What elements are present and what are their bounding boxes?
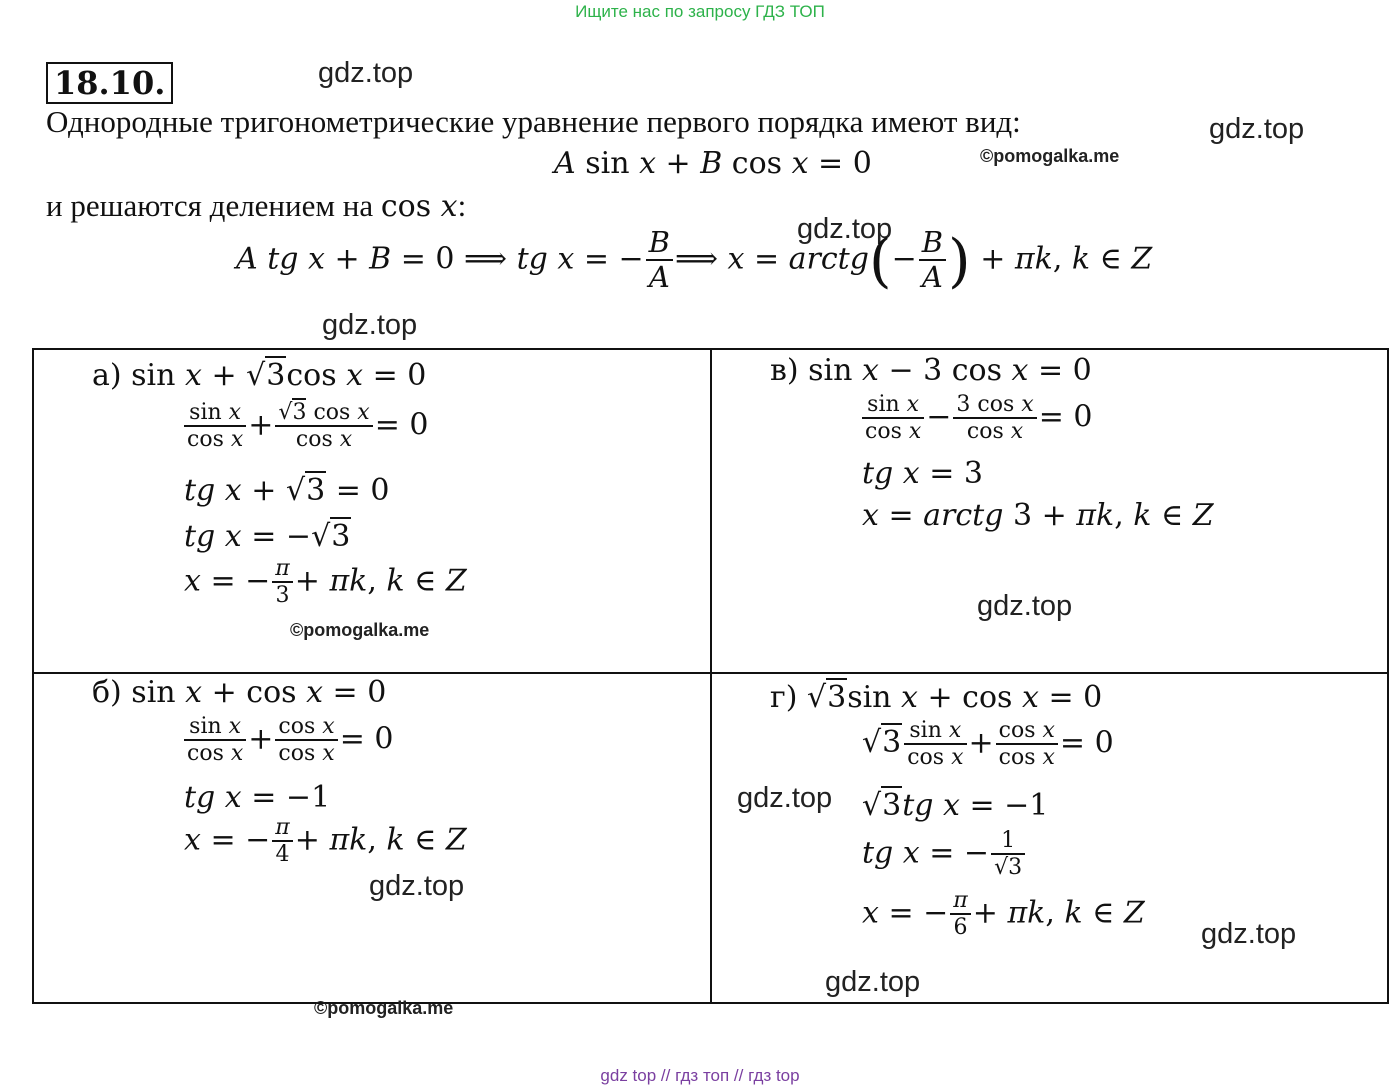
watermark-pomogalka: ©pomogalka.me (314, 998, 454, 1018)
watermark-gdz: gdz.top (318, 57, 414, 89)
part-g-step2: √3tg x = −1 (862, 788, 1049, 823)
watermark-gdz: gdz.top (369, 870, 465, 902)
part-a-equation: а) sin x + √3cos x = 0 (92, 358, 427, 393)
part-g-step3: tg x = − $\frac{1}{√3}$ (862, 828, 1027, 881)
part-g-answer: x = − $\frac{\pi}{6}$ + πk, k ∈ Z (862, 888, 1145, 941)
intro-text: Однородные тригонометрические уравнение первого порядка имеют вид: (46, 104, 1021, 139)
part-a-step3: tg x = −√3 (184, 519, 351, 554)
top-banner: Ищите нас по запросу ГДЗ ТОП (575, 2, 825, 21)
part-a-label: а) (92, 358, 122, 393)
watermark-pomogalka: ©pomogalka.me (980, 146, 1120, 166)
part-b-step2: tg x = −1 (184, 780, 331, 815)
intro-division-text: и решаются делением на cos x: (46, 188, 467, 224)
watermark-gdz: gdz.top (825, 966, 921, 998)
part-a-step2: tg x + √3 = 0 (184, 473, 390, 508)
table-divider-vertical (710, 350, 712, 1002)
general-solution: A tg x + B = 0 ⟹ tg x = − $\frac{B}{A}$ ⟹ x = arctg(− $\frac{B}{A}$ ) + πk, k ∈ Z (236, 225, 1153, 295)
part-v-label: в) (770, 353, 799, 388)
general-equation: A sin x + B cos x = 0 (554, 146, 872, 181)
part-v-step1: $\frac{\text{sin x}}{\text{cos x}}$ − $\frac{\text{3 cos x}}{\text{cos x}}$ = 0 (860, 392, 1092, 445)
part-b-equation: б) sin x + cos x = 0 (92, 675, 387, 710)
part-v-equation: в) sin x − 3 cos x = 0 (770, 353, 1092, 388)
part-g-equation: г) √3sin x + cos x = 0 (770, 680, 1103, 715)
watermark-gdz: gdz.top (977, 590, 1073, 622)
part-b-label: б) (92, 675, 122, 710)
table-divider-horizontal (34, 672, 1387, 674)
part-b-step1: $\frac{\text{sin x}}{\text{cos x}}$ + $\frac{\text{cos x}}{\text{cos x}}$ = 0 (182, 714, 393, 767)
watermark-gdz: gdz.top (322, 309, 418, 341)
part-b-answer: x = − $\frac{\pi}{4}$ + πk, k ∈ Z (184, 815, 467, 868)
intro-division-label: и решаются делением на (46, 188, 374, 223)
part-a-answer: x = − $\frac{\pi}{3}$ + πk, k ∈ Z (184, 556, 467, 609)
part-v-answer: x = arctg 3 + πk, k ∈ Z (862, 498, 1214, 533)
part-g-step1: √3 $\frac{\text{sin x}}{\text{cos x}}$ + $\frac{\text{cos x}}{\text{cos x}}$ = 0 (862, 718, 1114, 771)
watermark-gdz: gdz.top (1209, 113, 1305, 145)
watermark-gdz: gdz.top (737, 782, 833, 814)
part-a-step1: $\frac{\text{sin x}}{\text{cos x}}$ + $\frac{\text{√3 cos x}}{\text{cos x}}$ = 0 (182, 400, 428, 453)
watermark-gdz: gdz.top (797, 213, 893, 245)
watermark-pomogalka: ©pomogalka.me (290, 620, 430, 640)
part-g-label: г) (770, 680, 798, 715)
part-v-step2: tg x = 3 (862, 456, 984, 491)
watermark-gdz: gdz.top (1201, 918, 1297, 950)
bottom-banner[interactable]: gdz top // гдз топ // гдз top (600, 1066, 800, 1085)
problem-number: 18.10. (46, 62, 173, 104)
